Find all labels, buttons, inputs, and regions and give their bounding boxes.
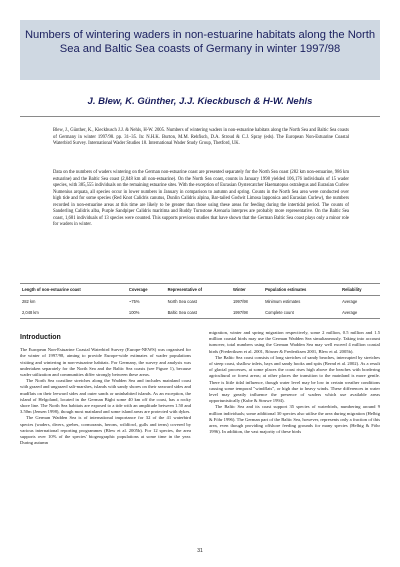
table-cell: 282 km <box>22 299 36 304</box>
table-cell: Complete count <box>263 307 340 319</box>
table-cell: Minimum estimates <box>265 299 301 304</box>
page-number: 31 <box>197 548 203 554</box>
table-cell: 2,048 km <box>20 307 127 319</box>
table-header-cell: Coverage <box>127 284 166 296</box>
abstract-paragraph: Data on the numbers of waders wintering on the German non-estuarine coast are presented separately for the North Sea coast (282 km non-estuarine, 986 km estuarine) and the Baltic Sea coast (2,048 km all non-estuarine). On the North Sea coast, counts in January 1998 yielded 106,176 individuals of 15 wader species, with 385,555 individuals on the remaining estuarine sites. With the exception of Eurasian Oystercatcher Haematopus ostralegus and Eurasian Curlew Numenius arquata, all species occur in lower numbers in January in comparison to autumn and spring. Counts in the North Sea area were conducted over high tide and for some species (Red Knot Calidris canutus, Dunlin Calidris alpina, Bar-tailed Godwit Limosa lapponica and Eurasian Curlew), the numbers recorded in non-estuarine areas at this time are likely to be greater than those using these areas for feeding during the intertidal period. The counts of Sanderling Calidris alba, Purple Sandpiper Calidris maritima and Ruddy Turnstone Arenaria interpres are probably more representative. On the Baltic Sea coast, 1,681 individuals of 13 species were counted. This supports previous studies that have shown that the German Baltic Sea coast plays only a minor role for waders in winter. <box>53 170 349 227</box>
paper-authors: J. Blew, K. Günther, J.J. Kieckbusch & H-W. Nehls <box>87 96 313 107</box>
table-cell: 1997/98 <box>233 299 248 304</box>
section-heading-introduction: Introduction <box>20 334 61 341</box>
table-cell: Average <box>340 307 380 319</box>
table-cell: ~75% <box>128 299 140 304</box>
body-column-right <box>209 330 380 435</box>
table-cell: North Sea coast <box>167 299 197 304</box>
table-cell: 1997/98 <box>231 307 263 319</box>
table-cell: Baltic Sea coast <box>166 307 231 319</box>
body-paragraph: The Baltic Sea coast consists of long stretches of sandy beaches, interrupted by stretches of steep coast, shallow inlets, bays and sandy hooks and spits (Bernd et al. 2002). As a result of glacial processes, at some places the coast rises high above the beaches with bordering agricultural or forest areas; at other places the transition to the mainland is more gentle. There is little tidal influence, though water level may be low in certain weather conditions causing some temporal "windflats", or high due to heavy winds. These differences in water level may greatly influence the presence of waders which use available areas opportunistically (Kube & Struwe 1994). <box>209 354 380 404</box>
table-header-cell: Winter <box>231 284 263 296</box>
table-header-row <box>20 284 380 296</box>
citation-paragraph: Blew, J., Günther, K., Kieckbusch J.J. & Nehls, H-W. 2005. Numbers of wintering waders in non-estuarine habitats along the North Sea and Baltic Sea coasts of Germany in winter 1997/98. pp. 31–35. In: N.H.K. Burton, M.M. Rehfisch, D.A. Stroud & C.J. Spray (eds). The European Non-Estuarine Coastal Waterbird Survey. International Wader Studies 18. International Wader Study Group, Thetford, UK. <box>53 128 349 146</box>
table-row <box>20 307 380 319</box>
table-row <box>20 296 380 308</box>
body-paragraph: The German Wadden Sea is of international importance for 32 of the 41 waterbird species (waders, divers, grebes, cormorants, herons, wildfowl, gulls and terns) covered by various international reporting programmes (Blew et al. 2005b). For 12 species, the area supports over 10% of the species' biogeographic populations at some time in the year. During autumn <box>20 415 191 446</box>
table-header-cell: Reliability <box>340 284 380 296</box>
body-paragraph: The North Sea coastline stretches along the Wadden Sea and includes mainland coast with grazed and ungrazed salt-marshes, islands with sandy shores on their seaward sides and mudflats on their leeward sides and outer sands or uninhabited islands. As an exception, the island of Helgoland, located in the German Bight some 40 km off the coast, has a rocky shore line. The North Sea habitats are exposed to a tide with an amplitude between 1.50 and 3.50m (Jensen 1998), though most mainland and some island areas are protected with dykes. <box>20 378 191 415</box>
title-band <box>20 20 380 80</box>
body-paragraph: The European Non-Estuarine Coastal Waterbird Survey (Europe-NEWS) was organised for the winter of 1997/98, aiming to provide Europe-wide estimates of wader populations visiting and wintering in non-estuarine habitats. For Germany, the survey and analysis was undertaken separately for the North Sea and the Baltic Sea coasts (see Figure 1), because wader utilization and communities differ strongly between these areas. <box>20 347 191 378</box>
body-column-left <box>20 330 191 446</box>
table-cell: 100% <box>127 307 166 319</box>
divider-top <box>20 116 380 117</box>
body-paragraph: The Baltic Sea and its coast support 35 species of waterbirds, numbering around 9 million individuals; some additional 30 species also utilise the area during migration (Helbig & Föhr 1996). The German part of the Baltic Sea, however, represents only a fraction of this area, even though providing offshore feeding grounds for many species (Helbig & Föhr 1996). In addition, the vast majority of these birds <box>209 404 380 435</box>
table-header-cell: Population estimates <box>263 284 340 296</box>
paper-title: Numbers of wintering waders in non-estuarine habitats along the North Sea and Baltic Sea coasts of Germany in winter 1997/98 <box>24 29 376 55</box>
table-header-cell: Representative of <box>166 284 231 296</box>
body-paragraph: migration, winter and spring migration respectively, some 2 million, 0.5 million and 1.5 million coastal birds may use the German Wadden Sea simultaneously. Taking into account turnover, total numbers using the German Wadden Sea may well exceed 4 million coastal birds (Frederiksen et al. 2001, Rösner & Frederiksen 2001, Blew et al. 2005b). <box>209 330 380 354</box>
survey-summary-table <box>20 283 380 319</box>
table-cell: Average <box>342 299 358 304</box>
table-header-cell: Length of non-estuarine coast <box>20 284 127 296</box>
